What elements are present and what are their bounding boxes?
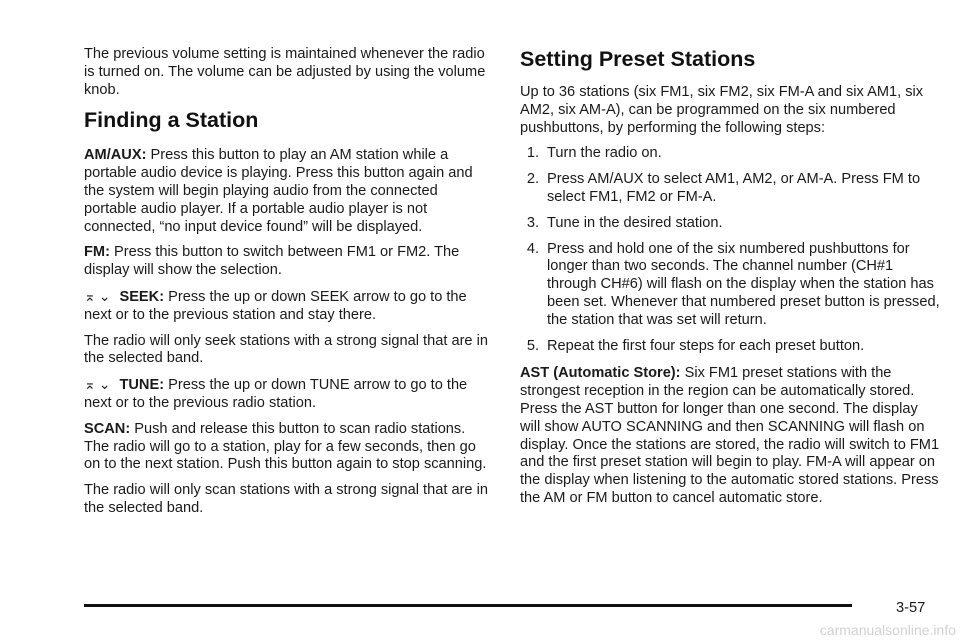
watermark: carmanualsonline.info	[819, 622, 956, 638]
fm-paragraph	[84, 244, 492, 280]
step-number: 5.	[526, 337, 539, 354]
right-column	[520, 46, 940, 516]
tune-paragraph	[84, 376, 492, 413]
preset-steps-list	[520, 145, 940, 355]
up-down-arrow-icon: ⌅⌄	[84, 287, 114, 304]
scan-note: The radio will only scan stations with a strong signal that are in the selected band.	[84, 482, 488, 516]
amaux-text: Press this button to play an AM station while a portable audio device is playing. Press this button again and the system will begin playing audio from the connected portable audio player. If a portable audio player is not connected, “no input device found” will be displayed.	[84, 147, 473, 235]
fm-term: FM:	[84, 244, 110, 261]
amaux-paragraph	[84, 147, 492, 236]
tune-text: Press the up or down TUNE arrow to go to the next or to the previous radio station.	[84, 377, 468, 411]
step-number: 1.	[526, 145, 539, 162]
list-item	[520, 145, 940, 163]
tune-term: TUNE:	[119, 377, 165, 394]
finding-station-heading: Finding a Station	[84, 108, 259, 133]
list-item	[520, 215, 940, 233]
step-text: Turn the radio on.	[547, 145, 662, 162]
up-down-arrow-icon: ⌅⌄	[84, 376, 114, 393]
volume-intro: The previous volume setting is maintained whenever the radio is turned on. The volume can be adjusted by using the volume knob.	[84, 46, 486, 98]
amaux-term: AM/AUX:	[84, 147, 147, 164]
left-column	[84, 46, 492, 526]
step-number: 2.	[526, 171, 539, 188]
step-text: Press and hold one of the six numbered pushbuttons for longer than two seconds. The channel number (CH#1 through CH#6) will flash on the display when the station has been set. Whenever that numbered preset button is pressed, the station that was set will return.	[547, 240, 940, 328]
seek-paragraph	[84, 288, 492, 325]
list-item	[520, 171, 940, 207]
scan-term: SCAN:	[84, 420, 131, 437]
scan-text: Push and release this button to scan radio stations. The radio will go to a station, play for a few seconds, then go on to the next station. Push this button again to stop scanning.	[84, 420, 487, 473]
seek-note: The radio will only seek stations with a strong signal that are in the selected band.	[84, 332, 488, 367]
list-item	[520, 241, 940, 330]
seek-term: SEEK:	[119, 288, 165, 305]
fm-text: Press this button to switch between FM1 or FM2. The display will show the selection.	[84, 244, 460, 279]
ast-text: Six FM1 preset stations with the strongest reception in the region can be automatically stored. Press the AST button for longer than one second. The display will show AUTO SCANNING and then SCANNING will flash on display. Once the stations are stored, the radio will switch to FM1 and the first preset station will begin to play. FM-A will appear on the display when listening to the automatic stored stations. Press the AM or FM button to cancel automatic store.	[520, 365, 940, 506]
step-text: Press AM/AUX to select AM1, AM2, or AM-A. Press FM to select FM1, FM2 or FM-A.	[547, 171, 921, 205]
step-text: Tune in the desired station.	[547, 214, 723, 231]
preset-intro: Up to 36 stations (six FM1, six FM2, six FM-A and six AM1, six AM2, six AM-A), can be programmed on the six numbered pushbuttons, by performing the following steps:	[520, 84, 924, 136]
footer-rule	[84, 604, 852, 607]
page-number: 3-57	[896, 600, 926, 616]
seek-text: Press the up or down SEEK arrow to go to the next or to the previous station and stay there.	[84, 288, 467, 323]
scan-paragraph	[84, 421, 492, 474]
ast-paragraph	[520, 365, 940, 507]
step-text: Repeat the first four steps for each preset button.	[547, 337, 865, 354]
ast-term: AST (Automatic Store):	[520, 365, 681, 382]
list-item	[520, 338, 940, 356]
preset-stations-heading: Setting Preset Stations	[520, 47, 756, 71]
step-number: 3.	[526, 214, 539, 231]
step-number: 4.	[526, 240, 539, 257]
